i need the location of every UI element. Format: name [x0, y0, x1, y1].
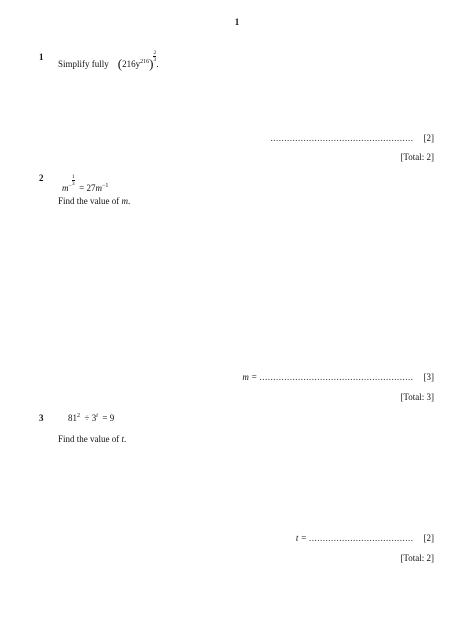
question-2-answer-line[interactable]	[242, 372, 434, 382]
question-1-answer-dots[interactable]: ....................................................	[270, 133, 414, 143]
question-2-answer-dots[interactable]: ........................................................	[259, 372, 414, 382]
question-2-answer-prefix: m =	[242, 372, 258, 382]
question-2-instruction: Find the value of m.	[58, 196, 131, 206]
question-3-number: 3	[39, 413, 44, 423]
question-1-text	[58, 50, 158, 72]
question-3-total: [Total: 2]	[400, 553, 434, 563]
question-2-total: [Total: 3]	[400, 392, 434, 402]
question-2-equation: $m^{- \frac{1}{3}}$ = $27m^{-1}$	[62, 174, 109, 193]
question-1-expression: $(216y^{216})$ $\frac{2}{3}$ .	[117, 50, 159, 71]
question-3-answer-prefix: t =	[295, 533, 307, 543]
question-1-prompt: Simplify fully	[58, 59, 109, 69]
question-1-answer-line[interactable]	[271, 133, 435, 143]
question-2-marks: [3]	[423, 372, 434, 382]
question-3-marks: [2]	[423, 533, 434, 543]
question-3-answer-dots[interactable]: ......................................	[309, 533, 414, 543]
question-1-number: 1	[39, 52, 44, 62]
question-3-answer-line[interactable]	[296, 533, 434, 543]
question-1-total: [Total: 2]	[400, 152, 434, 162]
question-3-equation: $81^2 \div 3^t = 9$	[68, 413, 115, 423]
page-number: 1	[234, 17, 240, 27]
question-1-marks: [2]	[423, 133, 434, 143]
question-3-instruction: Find the value of t.	[58, 434, 127, 444]
question-2-number: 2	[39, 173, 44, 183]
